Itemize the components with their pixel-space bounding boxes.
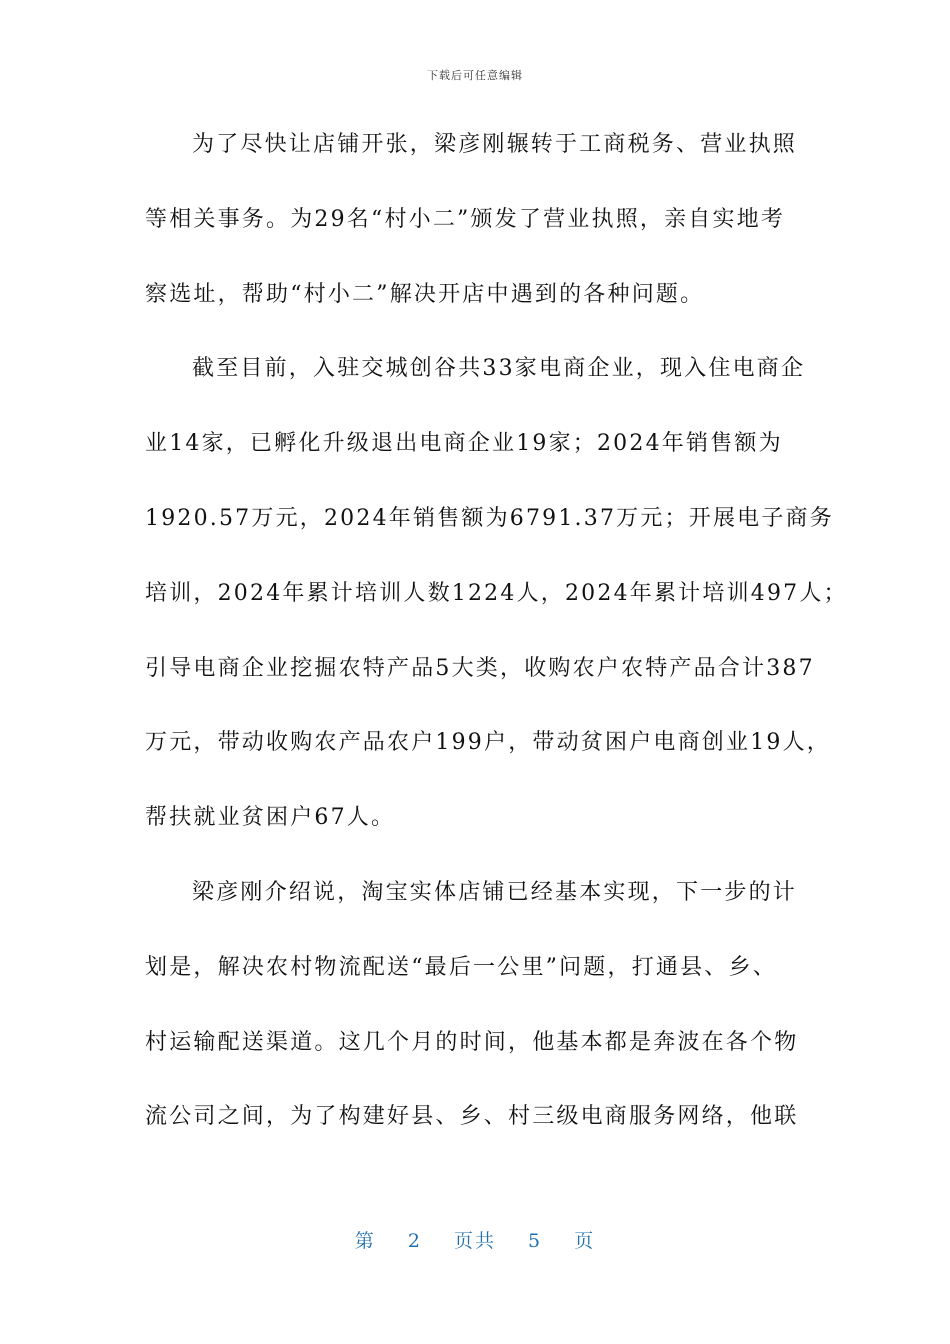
header-note: 下载后可任意编辑 [427,69,523,82]
page-footer [0,1226,950,1253]
paragraph-line: 村运输配送渠道。这几个月的时间，他基本都是奔波在各个物 [145,1029,799,1055]
paragraph-line: 划是，解决农村物流配送“最后一公里”问题，打通县、乡、 [145,954,777,980]
footer-current-page: 2 [407,1230,422,1252]
footer-label-end: 页 [574,1230,596,1252]
paragraph-line: 引导电商企业挖掘农特产品5大类，收购农户农特产品合计387 [145,655,815,681]
paragraph-line: 为了尽快让店铺开张，梁彦刚辗转于工商税务、营业执照 [192,132,798,157]
paragraph-line: 1920.57万元，2024年销售额为6791.37万元；开展电子商务 [145,505,834,531]
paragraph-line: 梁彦刚介绍说，淘宝实体店铺已经基本实现，下一步的计 [192,879,798,905]
paragraph-line: 帮扶就业贫困户67人。 [145,805,396,831]
footer-label-page: 第 [354,1230,376,1252]
paragraph-line: 业14家，已孵化升级退出电商企业19家；2024年销售额为 [145,431,783,457]
paragraph-line: 等相关事务。为29名“村小二”颁发了营业执照，亲自实地考 [145,206,786,232]
paragraph-line: 流公司之间，为了构建好县、乡、村三级电商服务网络，他联 [145,1104,799,1130]
footer-total-pages: 5 [528,1230,543,1252]
paragraph-line: 万元，带动收购农产品农户199户，带动贫困户电商创业19人， [145,730,831,756]
paragraph-line: 察选址，帮助“村小二”解决开店中遇到的各种问题。 [145,281,705,307]
paragraph-line: 截至目前，入驻交城创谷共33家电商企业，现入住电商企 [192,356,806,382]
document-body [145,125,848,1172]
footer-label-of: 页共 [453,1230,496,1252]
paragraph-line: 培训，2024年累计培训人数1224人，2024年累计培训497人； [145,580,848,606]
